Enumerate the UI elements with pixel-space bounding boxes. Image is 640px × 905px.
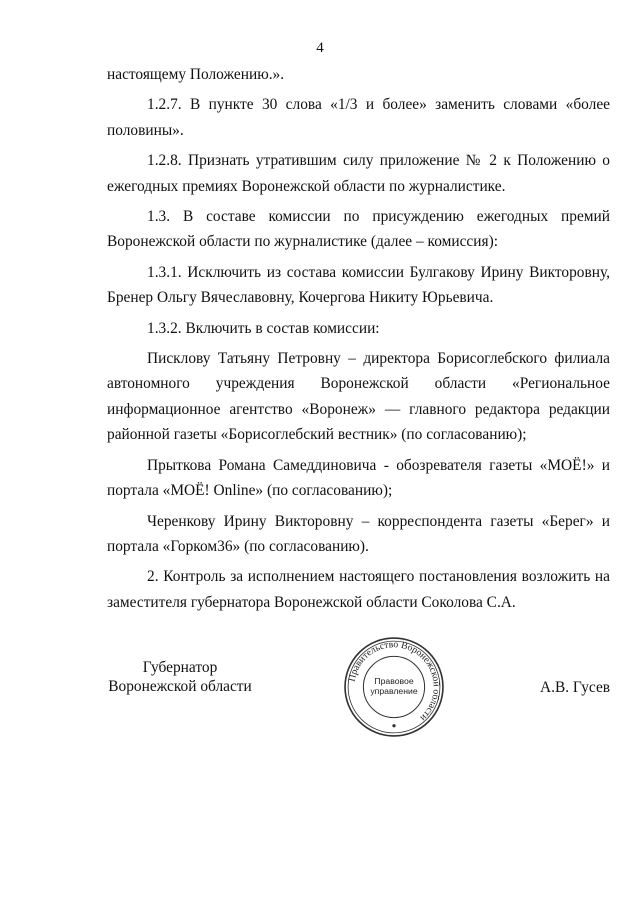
paragraph: 1.3. В составе комиссии по присуждению ежегодных премий Воронежской области по журналистике (далее – комиссия): bbox=[107, 208, 610, 251]
signatory-title-line1: Губернатор bbox=[142, 659, 218, 676]
stamp-dot-icon bbox=[392, 724, 395, 727]
stamp-center-line1: Правовое bbox=[374, 675, 414, 686]
stamp-center-line2: управление bbox=[370, 686, 418, 697]
official-stamp bbox=[343, 636, 445, 738]
paragraph: Писклову Татьяну Петровну – директора Борисоглебского филиала автономного учреждения Воронежской области «Региональное информационное агентство «Воронеж» — главного редактора редакции районной газеты «Борисоглебский вестник» (по согласованию); bbox=[107, 350, 610, 444]
paragraph: 1.2.8. Признать утратившим силу приложение № 2 к Положению о ежегодных премиях Воронежской области по журналистике. bbox=[107, 152, 610, 195]
paragraph: Прыткова Романа Самеддиновича - обозревателя газеты «МОЁ!» и портала «МОЁ! Online» (по согласованию); bbox=[107, 456, 610, 500]
signatory-name: А.В. Гусев bbox=[540, 679, 611, 696]
paragraph: 1.2.7. В пункте 30 слова «1/3 и более» заменить словами «более половины». bbox=[107, 96, 610, 139]
paragraph: Черенкову Ирину Викторовну – корреспондента газеты «Берег» и портала «Горком36» (по согласованию). bbox=[107, 512, 610, 555]
paragraph: 1.3.1. Исключить из состава комиссии Булгакову Ирину Викторовну, Бренер Ольгу Вячеславовну, Кочергова Никиту Юрьевича. bbox=[107, 263, 610, 307]
paragraph: настоящему Положению.». bbox=[107, 66, 285, 83]
document-body bbox=[107, 62, 610, 615]
paragraph: 1.3.2. Включить в состав комиссии: bbox=[147, 319, 380, 337]
page-number: 4 bbox=[316, 40, 324, 56]
stamp-ring-text: Правительство Воронежской области bbox=[346, 639, 442, 724]
paragraph: 2. Контроль за исполнением настоящего постановления возложить на заместителя губернатора Воронежской области Соколова С.А. bbox=[107, 568, 610, 611]
signatory-title bbox=[108, 658, 252, 696]
signatory-title-line2: Воронежской области bbox=[108, 678, 252, 695]
